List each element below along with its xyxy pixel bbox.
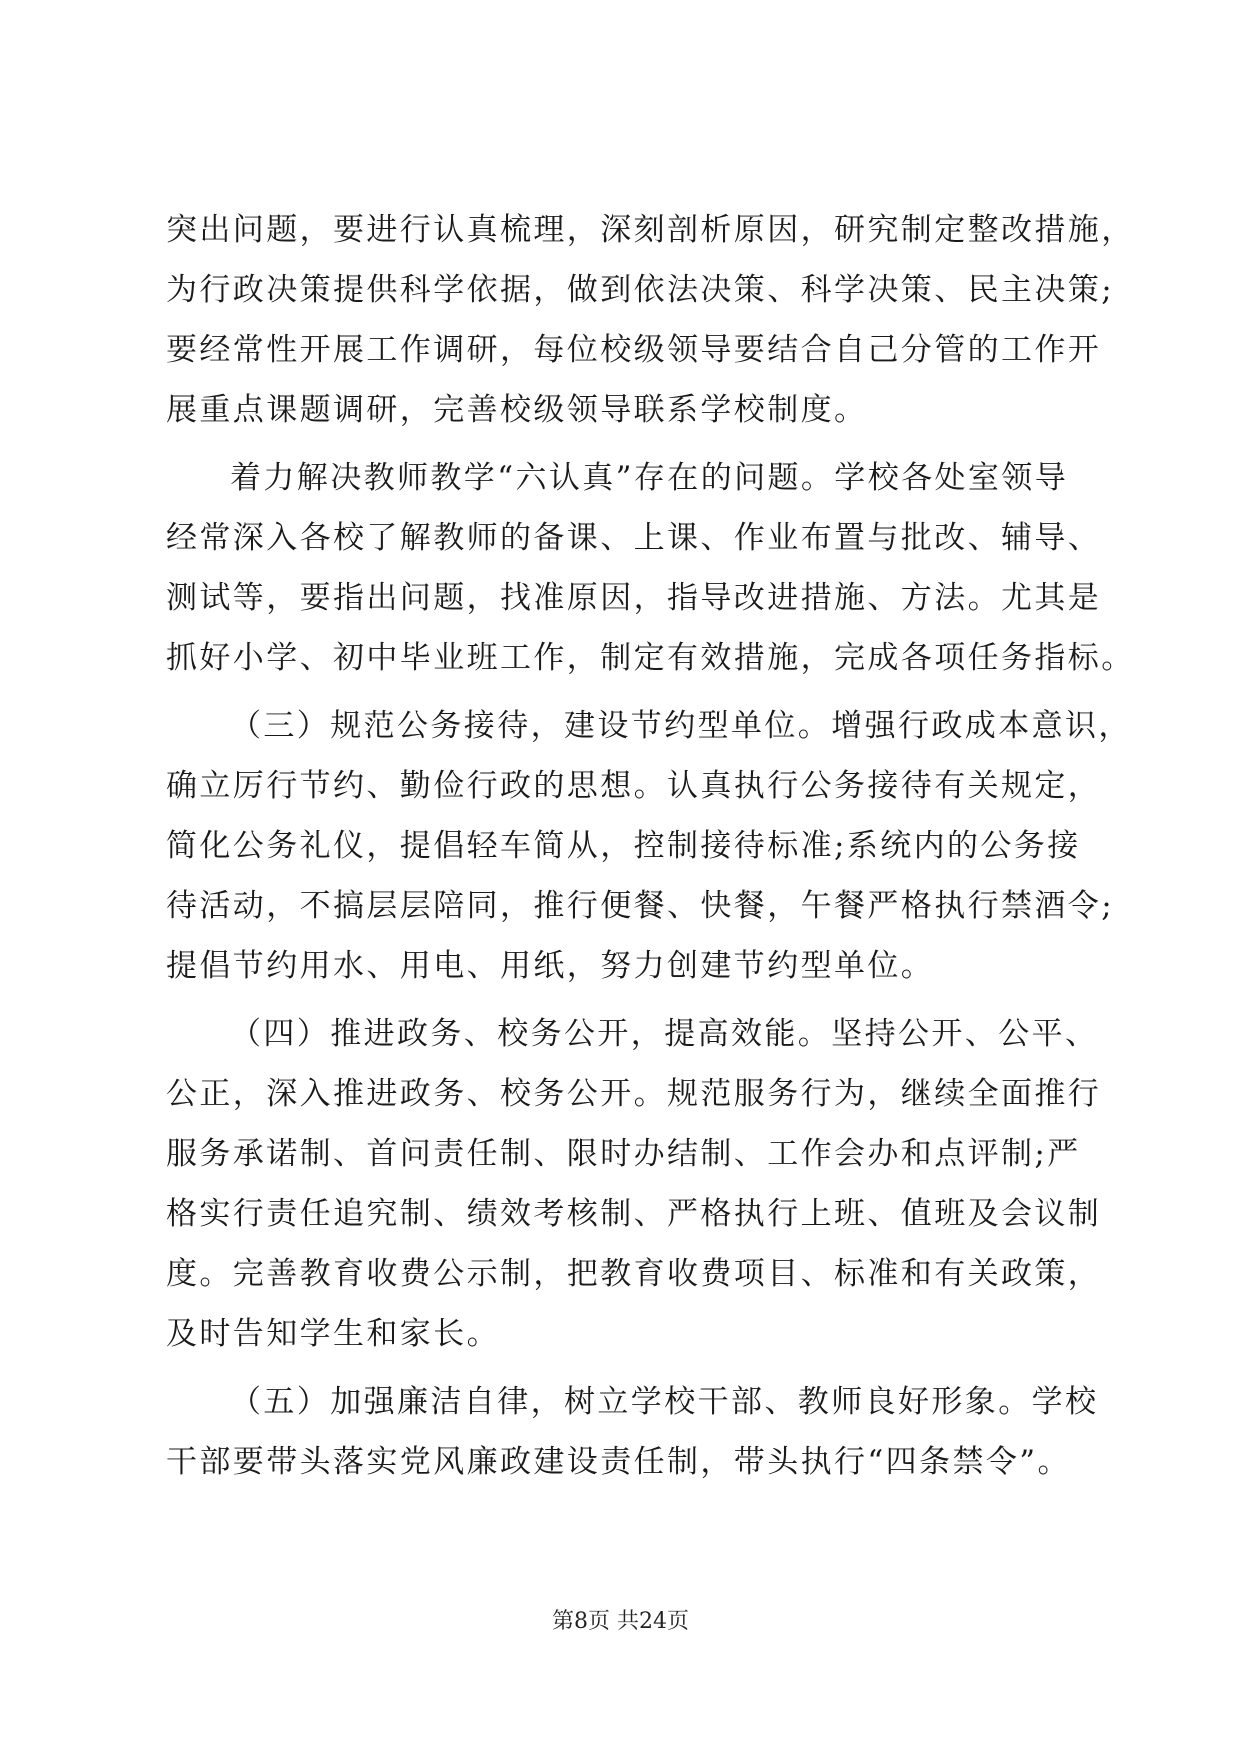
body-text-line: 提倡节约用水、用电、用纸，努力创建节约型单位。: [166, 948, 935, 984]
body-text-line: 经常深入各校了解教师的备课、上课、作业布置与批改、辅导、: [166, 520, 1102, 556]
body-text-line: 要经常性开展工作调研，每位校级领导要结合自己分管的工作开: [166, 332, 1102, 368]
section-heading-line: （五）加强廉洁自律，树立学校干部、教师良好形象。学校: [230, 1384, 1099, 1420]
section-heading-line: （四）推进政务、校务公开，提高效能。坚持公开、公平、: [230, 1016, 1099, 1052]
page-number-footer: 第8页 共24页: [552, 1609, 689, 1634]
body-text-line: 测试等，要指出问题，找准原因，指导改进措施、方法。尤其是: [166, 580, 1102, 616]
body-text-line: 确立厉行节约、勤俭行政的思想。认真执行公务接待有关规定，: [166, 768, 1102, 804]
body-text-line: 服务承诺制、首问责任制、限时办结制、工作会办和点评制;严: [166, 1136, 1081, 1172]
body-text-line: 格实行责任追究制、绩效考核制、严格执行上班、值班及会议制: [166, 1196, 1102, 1232]
paragraph-first-line: 着力解决教师教学“六认真”存在的问题。学校各处室领导: [230, 460, 1069, 496]
body-text-line: 为行政决策提供科学依据，做到依法决策、科学决策、民主决策;: [166, 272, 1115, 308]
body-text-line: 及时告知学生和家长。: [166, 1316, 500, 1352]
section-heading-line: （三）规范公务接待，建设节约型单位。增强行政成本意识，: [230, 708, 1132, 744]
body-text-line: 展重点课题调研，完善校级领导联系学校制度。: [166, 392, 868, 428]
body-text-line: 待活动，不搞层层陪同，推行便餐、快餐，午餐严格执行禁酒令;: [166, 888, 1115, 924]
body-text-line: 突出问题，要进行认真梳理，深刻剖析原因，研究制定整改措施，: [166, 212, 1135, 248]
body-text-line: 抓好小学、初中毕业班工作，制定有效措施，完成各项任务指标。: [166, 640, 1135, 676]
body-text-line: 干部要带头落实党风廉政建设责任制，带头执行“四条禁令”。: [166, 1444, 1071, 1480]
body-text-line: 度。完善教育收费公示制，把教育收费项目、标准和有关政策，: [166, 1256, 1102, 1292]
body-text-line: 简化公务礼仪，提倡轻车简从，控制接待标准;系统内的公务接: [166, 828, 1081, 864]
body-text-line: 公正，深入推进政务、校务公开。规范服务行为，继续全面推行: [166, 1076, 1102, 1112]
